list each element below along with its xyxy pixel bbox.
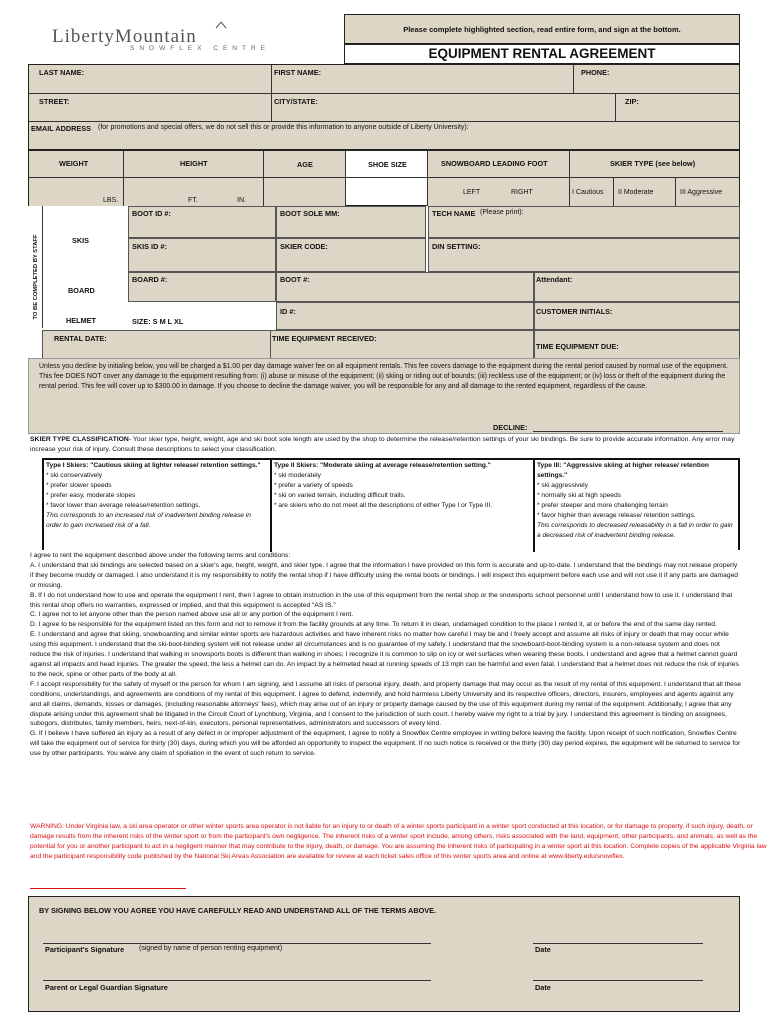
metrics-section [28,150,740,206]
type-3-title: Type III: "Aggressive skiing at higher release/ retention settings." [537,462,709,479]
type-1-box [46,461,268,531]
title-box [344,44,740,64]
type-3-item: * favor higher than average release/ retention settings. [537,512,696,519]
header-instruction-box [344,14,740,44]
signature-agree-text: BY SIGNING BELOW YOU AGREE YOU HAVE CAREFULLY READ AND UNDERSTAND ALL OF THE TERMS ABOVE. [39,906,437,915]
participant-signature-note: (signed by name of person renting equipment) [139,945,283,952]
classification-text: - Your skier type, height, weight, age and ski boot sole length are used by the shop to determine the release/retention settings of your ski bindings. Be sure to provide accurate information. Any error may increase your risk of injury. Consult these descriptions to select your classification. [30,436,735,453]
board-number-label: BOARD #: [132,275,168,284]
guardian-date-line[interactable] [533,980,703,981]
damage-waiver-section [28,358,740,434]
type-3-box [537,461,737,541]
board-label: BOARD [68,286,95,295]
guardian-signature-label: Parent or Legal Guardian Signature [45,983,168,992]
left-foot-option[interactable]: LEFT [463,189,481,196]
terms-text: I agree to rent the equipment described above under the following terms and conditions: A. I understand that ski bindings are selected based on a skier's age, height, weight, and skier type. I agree that the information I have provided on this form is accurate and up-to-date. I understand that the bindings may not release properly if they become muddy or damaged. I also understand it is my responsibility to notify the rental shop if I have difficulty using the rental boots or bindings. I will inspect this equipment before each use and will not use it if any parts are damaged or missing. B. If I do not understand how to use and operate the equipment I rent, then I agree to obtain instruction in the use of this equipment from the rental shop or the snowsports school personnel until I understand how to use it. I understand that this rental shop offers no warranties, expressed or implied, and that this equipment is accepted "AS IS." C. I agree not to let anyone other than the person named above use all or any portion of the equipment I rent. D. I agree to be responsible for the equipment listed on this form and not to remove it from the facility grounds at any time. To return it in clean, undamaged condition to the place I rented it, at or before the end of the same day rented. E. I understand and agree that skiing, snowboarding and similar winter sports are hazardous activities and have inherent risks no matter how careful I may be and I freely accept and assume all risks of injury or death that may occur while using this equipment. I understand that the ski-boot-binding system will not release under all circumstances and is no guarantee of my safety. I understand that the snowboard-boot-binding system is a non-release system and does not reduce the risk of injuries. I understand that walking in snowsports boots is different than walking in shoes; I recognize it is common to slip on icy or wet surfaces when wearing these boots. I understand and agree that a helmet cannot guard against all impacts and head injuries. The greater the speed, the less a helmet can do. An impact by a helmeted head at running speeds of 13 mph can be harmful and even fatal. I understand that a helmet does not reduce the risk of injuries to the neck, spine or other parts of the body at all. F. I accept responsibility for the safety of myself or the person for whom I am signing, and I assume all risks of personal injury, death, and property damage that may occur as the result of my rental of this equipment. I understand that all these conditions, understandings, and agreements are conditions of my rental of this equipment. I agree to defend, indemnify, and hold harmless Liberty University and its respective officers, directors, insurers, employees and agents against any and all claims, demands, losses or damages, (including reasonable attorneys' fees), which may arise out of an injury or property damage caused by the use of this equipment during my rental of the equipment. Additionally, I agree that any dispute arising under this agreement shall be litigated in the Circuit Court of Lynchburg, Virginia, and I consent to the jurisdiction of such court. I hereby waive my right to a trial by jury. I understand this agreement is binding on assignees, subogors, distributes, family members, heirs, next-of-kin, executors, personal representatives, administrators and successors of every kind. G. If I believe I have suffered an injury as a result of any defect in or improper adjustment of the equipment, I agree to notify a Snowflex Centre employee in writing before leaving the facility. Upon receipt of such notification, Snowflex Centre will take the equipment out of service for thirty (30) days, during which you will be afforded an opportunity to inspect the equipment. If no such notice is received or the thirty (30) day period expires, the equipment will be returned to service for use by other participants. You waive any claim of spoliation in the event of such return to service. [30,552,741,758]
type-3-note: This corresponds to decreased releasability in a fall in order to gain a decreased risk of inadvertent binding release. [537,522,733,539]
skis-id-label: SKIS ID #: [132,242,167,251]
time-due-label: TIME EQUIPMENT DUE: [536,342,619,351]
boot-id-label: BOOT ID #: [132,209,171,218]
height-label: HEIGHT [180,159,208,168]
age-label: AGE [297,160,313,169]
staff-section [28,206,740,356]
boot-number-label: BOOT #: [280,275,310,284]
leading-foot-label: SNOWBOARD LEADING FOOT [441,159,548,168]
shoe-size-label: SHOE SIZE [368,160,407,169]
type-2-item: * ski moderately [274,472,321,479]
customer-initials-label: CUSTOMER INITIALS: [536,307,613,316]
staff-side-label: TO BE COMPLETED BY STAFF [33,234,39,320]
participant-date-label: Date [535,945,551,954]
type-2-box [274,461,530,511]
type-2-item: * prefer a variety of speeds [274,482,353,489]
skier-type-table [42,458,740,550]
zip-label: ZIP: [625,97,639,106]
classification-heading: SKIER TYPE CLASSIFICATION [30,436,129,443]
weight-label: WEIGHT [59,159,89,168]
logo [40,22,330,54]
header-instruction: Please complete highlighted section, read entire form, and sign at the bottom. [403,25,681,34]
skis-label: SKIS [72,236,90,245]
helmet-label: HELMET [66,316,96,325]
attendant-label: Attendant: [536,275,573,284]
skier-type-1-option[interactable]: I Cautious [572,189,604,196]
din-setting-label: DIN SETTING: [432,242,481,251]
time-received-label: TIME EQUIPMENT RECEIVED: [272,334,377,343]
damage-waiver-text: Unless you decline by initialing below, you will be charged a $1.00 per day damage waiver fee on all equipment rentals. This fee covers damage to the equipment during the rental period caused by normal use of the equipment. This fee DOES NOT cover any damage to the equipment resulting from: (i) abuse or misuse of the equipment; (ii) skiing or riding out of bounds; (iii) reckless use of the equipment; or (iv) loss or theft of the equipment during the rental period. This fee will cover up to $300.00 in damage. If you choose to decline the damage waiver, you will be responsible for any and all damage to the rented equipment, regardless of the cause. [39,363,728,391]
signature-section [28,896,740,1012]
type-1-note: This corresponds to an increased risk of inadvertent binding release in order to gain increased risk of a fall. [46,512,251,529]
skier-code-label: SKIER CODE: [280,242,328,251]
type-1-title: Type I Skiers: "Cautious skiing at lighter release/ retention settings." [46,462,261,469]
tech-name-label: TECH NAME [432,209,476,218]
type-2-item: * ski on varied terrain, including difficult trails. [274,492,406,499]
city-state-label: CITY/STATE: [274,97,318,106]
decline-initial-line[interactable] [533,431,723,432]
rental-date-label: RENTAL DATE: [54,334,107,343]
id-number-label: ID #: [280,307,296,316]
customer-info-section [28,64,740,150]
type-1-item: * prefer easy, moderate slopes [46,492,136,499]
type-3-item: * ski aggressively [537,482,588,489]
helmet-size-options[interactable]: SIZE: S M L XL [132,317,184,326]
logo-subtitle: SNOWFLEX CENTRE [130,45,271,52]
guardian-signature-line[interactable] [43,980,431,981]
street-label: STREET: [39,97,70,106]
guardian-date-label: Date [535,983,551,992]
ft-unit: FT. [188,197,198,204]
email-label: EMAIL ADDRESS [31,124,92,133]
virginia-warning: WARNING: Under Virginia law, a ski area operator or other winter sports area operator is not liable for an injury to or death of a winter sports participant in a winter sport conducted at this location, or for damage to property, if such injury, death, or damage results from the inherent risks of the winter sport or from the participant's own negligence. The inherent risks of a winter sport include, among others, risks associated with the land, equipment, other participants, and animals, as well as the potential for you or another participant to act in a negligent manner that may contribute to the injury, death, or damage. You are assuming the inherent risks of participating in a winter sport at this location. Complete copies of the applicable Virginia law and the participant responsibility code published by the National Ski Areas Association are available for review at each ticket sales office of this winter sports area and online at www.liberty.edu/snowflex. [30,823,767,860]
logo-text: LibertyMountain [52,26,197,47]
type-1-item: * favor lower than average release/retention settings. [46,502,201,509]
participant-date-line[interactable] [533,943,703,944]
type-3-item: * prefer steeper and more challenging terrain [537,502,668,509]
page-title: EQUIPMENT RENTAL AGREEMENT [428,46,656,61]
type-2-title: Type II Skiers: "Moderate skiing at average release/retention setting." [274,462,491,469]
right-foot-option[interactable]: RIGHT [511,189,533,196]
lbs-unit: LBS. [103,197,119,204]
skier-type-label: SKIER TYPE (see below) [610,159,696,168]
participant-signature-label: Participant's Signature [45,945,125,954]
skier-type-3-option[interactable]: III Aggressive [680,189,723,196]
decline-label: DECLINE: [493,423,528,432]
boot-sole-label: BOOT SOLE MM: [280,209,340,218]
first-name-label: FIRST NAME: [274,68,322,77]
last-name-label: LAST NAME: [39,68,84,77]
tech-name-note: (Please print): [480,209,524,216]
in-unit: IN. [237,197,246,204]
type-2-item: * are skiers who do not meet all the descriptions of either Type I or Type III. [274,502,493,509]
skier-type-2-option[interactable]: II Moderate [618,189,654,196]
phone-label: PHONE: [581,68,610,77]
type-1-item: * prefer slower speeds [46,482,112,489]
email-note: (for promotions and special offers, we do not sell this or provide this information to anyone outside of Liberty University): [98,124,469,131]
type-3-item: * normally ski at high speeds [537,492,621,499]
participant-signature-line[interactable] [43,943,431,944]
type-1-item: * ski conservatively [46,472,103,479]
